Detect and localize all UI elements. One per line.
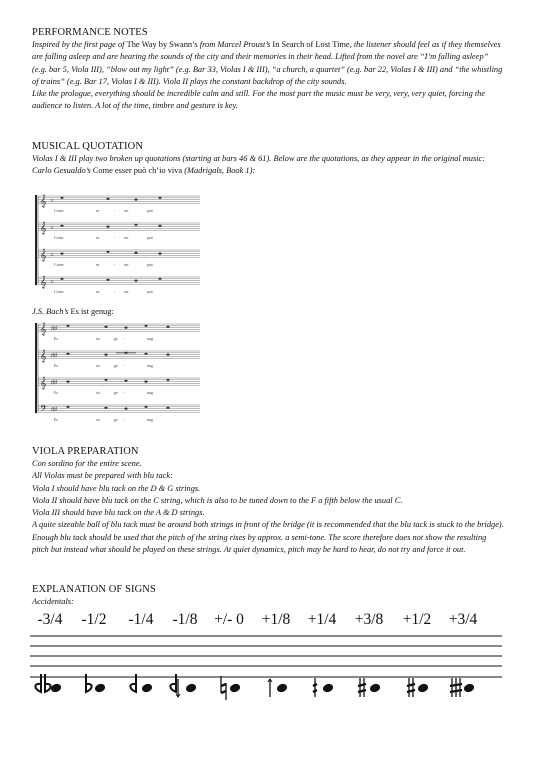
notehead	[66, 406, 69, 408]
notehead	[134, 252, 137, 254]
notehead	[417, 683, 429, 694]
explanation-section	[32, 584, 504, 608]
lyric-syllable: nug	[147, 363, 153, 369]
notehead	[104, 354, 107, 356]
natural-icon	[221, 676, 226, 700]
notehead	[124, 327, 127, 329]
notehead	[158, 278, 161, 280]
treble-clef-icon: 𝄞	[40, 323, 47, 336]
gesualdo-score	[32, 192, 204, 302]
lyric-syllable: -	[124, 363, 126, 369]
lyric-syllable: Come	[54, 208, 64, 214]
viola-prep-line-2: All Violas must be prepared with blu tack:	[32, 471, 173, 481]
notehead	[463, 683, 475, 694]
accidental-label: +1/4	[307, 611, 337, 628]
accidentals-subheading: Accidentals:	[32, 597, 74, 606]
notehead	[60, 225, 63, 227]
time-signature-icon: c	[51, 198, 54, 205]
notehead	[141, 683, 153, 694]
notehead	[104, 326, 107, 328]
notehead	[106, 279, 109, 281]
viola-prep-line-3: Viola I should have blu tack on the D & G strings.	[32, 483, 201, 493]
lyric-syllable: ser	[124, 235, 129, 241]
gesualdo-source: (Madrigals, Book 1):	[182, 166, 256, 176]
notehead	[104, 379, 107, 381]
lyric-syllable: ist	[96, 390, 100, 396]
lyric-syllable: ser	[124, 289, 129, 295]
viola-prep-line-5: Viola III should have blu tack on the A & D strings.	[32, 508, 205, 518]
sharp-bar	[313, 684, 317, 686]
treble-clef-icon: 𝄞	[40, 249, 47, 262]
bach-title: Es ist genug	[70, 307, 112, 316]
accidental-label: -1/4	[128, 611, 154, 628]
notehead	[144, 325, 147, 327]
viola-prep-line-4: Viola II should have blu tack on the C string, which is also to be tuned down to the F a fifth below the usual C.	[32, 495, 403, 505]
lyric-syllable: può	[147, 235, 153, 241]
notehead	[166, 326, 169, 328]
treble-clef-icon: 𝄞	[40, 276, 47, 289]
accidental-label: +3/4	[448, 611, 478, 628]
time-signature-icon: c	[51, 252, 54, 259]
treble-clef-icon: 𝄞	[40, 377, 47, 390]
accidental-label: +/- 0	[214, 611, 244, 628]
notehead	[166, 407, 169, 409]
bach-caption	[32, 306, 504, 318]
accidental-label: -1/8	[172, 611, 198, 628]
notehead	[124, 380, 127, 382]
notehead	[158, 225, 161, 227]
notehead	[276, 683, 288, 694]
notehead	[185, 683, 197, 694]
sharp-bar	[358, 684, 366, 686]
treble-clef-icon: 𝄞	[40, 222, 47, 235]
notehead	[124, 408, 127, 410]
lyric-syllable: ser	[124, 208, 129, 214]
notehead	[106, 226, 109, 228]
notehead	[144, 353, 147, 355]
three-eighth-sharp-icon	[358, 678, 366, 697]
lyric-syllable: es	[96, 289, 100, 295]
lyric-syllable: nug	[147, 336, 153, 342]
key-signature-icon: ♯♯	[51, 407, 57, 414]
notehead	[144, 381, 147, 383]
lyric-syllable: ser	[124, 262, 129, 268]
notehead	[66, 353, 69, 355]
lyric-syllable: Come	[54, 235, 64, 241]
notehead	[369, 683, 381, 694]
notehead	[322, 683, 334, 694]
viola-prep-line-1: Con sordino for the entire scene.	[32, 459, 142, 468]
sharp-icon	[407, 678, 415, 697]
lyric-syllable: -	[114, 262, 116, 268]
lyric-syllable: es	[96, 208, 100, 214]
lyric-syllable: es	[96, 262, 100, 268]
lyric-syllable: -	[114, 289, 116, 295]
bach-caption-wrap	[32, 306, 504, 318]
notehead	[60, 197, 63, 199]
time-signature-icon: c	[51, 225, 54, 232]
musical-quotation-heading: MUSICAL QUOTATION	[32, 141, 144, 152]
notehead	[106, 251, 109, 253]
viola-preparation-heading: VIOLA PREPARATION	[32, 446, 139, 457]
notehead	[94, 683, 106, 694]
accidentals-staff	[30, 636, 502, 677]
viola-prep-line-6: A quite sizeable ball of blu tack must be around both strings in front of the bridge (it is recommended that the blu tack is stuck to the bridge). Enough blu tack should be used that the pitch of the string rises by approx. a semi-tone. The score therefore does not show the resulting pitch but instead what should be played on these strings. At quiet dynamics, pitch may be hard to hear, do not try and force it out.	[32, 520, 504, 555]
lyric-syllable: ge	[114, 390, 118, 396]
lyric-syllable: Es	[54, 390, 58, 396]
lyric-syllable: Come	[54, 262, 64, 268]
sharp-bar	[407, 690, 415, 692]
treble-clef-icon: 𝄞	[40, 350, 47, 363]
lyric-syllable: Es	[54, 336, 58, 342]
lyric-syllable: Es	[54, 363, 58, 369]
lyric-syllable: -	[114, 208, 116, 214]
system-bracket	[35, 323, 37, 413]
lyric-syllable: -	[124, 336, 126, 342]
notehead	[166, 379, 169, 381]
key-signature-icon: ♯♯	[51, 353, 57, 360]
lyric-syllable: nug	[147, 417, 153, 423]
notehead	[134, 280, 137, 282]
gesualdo-caption	[32, 165, 504, 177]
lyric-syllable: ge	[114, 417, 118, 423]
notehead	[60, 253, 63, 255]
sharp-bar	[313, 690, 317, 692]
p1-part-a: Inspired by the first page of	[32, 40, 127, 49]
three-quarter-sharp-icon	[450, 678, 462, 697]
lyric-syllable: nug	[147, 390, 153, 396]
quarter-sharp-icon	[313, 678, 317, 697]
accidental-label: +3/8	[354, 611, 384, 628]
p1-part-e: the listener should feel as if they themselves are falling asleep and are hearing the sounds of the city and their memories in their head. Lifted from the novel are “I’m falling asleep” (e.g. bar 5, Viola III), “blow out my light” (e.g. Bar 33, Violas I & III), “a church, a quartet” (e.g. bar 22, Violas I & III) and “the whistling of trains” (e.g. Bar 17, Violas I & III). Viola II plays the constant backdrop of the city sounds.	[32, 40, 503, 86]
lyric-syllable: es	[96, 235, 100, 241]
bach-colon: :	[111, 307, 115, 316]
natural-bar	[221, 684, 226, 686]
eighth-sharp-icon	[268, 679, 272, 697]
quotation-intro: Violas I & III play two broken up quotations (starting at bars 46 & 61). Below are the quotations, as they appear in the original music:	[32, 154, 486, 163]
performance-notes-heading: PERFORMANCE NOTES	[32, 27, 148, 38]
lyric-syllable: ist	[96, 363, 100, 369]
lyric-syllable: ge	[114, 336, 118, 342]
bach-composer: J.S. Bach’s	[32, 307, 71, 316]
system-bracket	[35, 195, 37, 285]
book-title-lost-time: In Search of Lost Time,	[272, 40, 352, 49]
sharp-bar	[358, 690, 366, 692]
lyric-syllable: ge	[114, 363, 118, 369]
lyric-syllable: ist	[96, 417, 100, 423]
performance-notes-section	[32, 27, 504, 113]
bass-clef-icon: 𝄢	[40, 404, 48, 417]
lyric-syllable: può	[147, 262, 153, 268]
p1-part-c: from Marcel Proust’s	[197, 40, 273, 49]
notehead	[106, 198, 109, 200]
lyric-syllable: ist	[96, 336, 100, 342]
notehead	[50, 683, 62, 694]
bach-score	[32, 320, 204, 432]
notehead	[134, 224, 137, 226]
key-signature-icon: ♯♯	[51, 326, 57, 333]
notehead	[158, 253, 161, 255]
lyric-syllable: Come	[54, 289, 64, 295]
lyric-syllable: -	[124, 390, 126, 396]
notehead	[104, 407, 107, 409]
musical-quotation-section	[32, 141, 504, 178]
notehead	[66, 325, 69, 327]
gesualdo-title: Come esser può ch’io viva	[92, 166, 183, 176]
lyric-syllable: -	[114, 235, 116, 241]
notehead	[144, 406, 147, 408]
natural-bar	[221, 691, 226, 693]
lyric-syllable: -	[124, 417, 126, 423]
accidental-label: -3/4	[37, 611, 63, 628]
lyric-syllable: Es	[54, 417, 58, 423]
gesualdo-composer: Carlo Gesualdo’s	[32, 166, 93, 176]
accidental-label: +1/8	[261, 611, 291, 628]
notehead	[134, 199, 137, 201]
lyric-syllable: può	[147, 289, 153, 295]
time-signature-icon: c	[51, 279, 54, 286]
accidental-label: +1/2	[402, 611, 432, 628]
accidentals-chart	[30, 608, 505, 710]
notehead	[66, 381, 69, 383]
notehead	[60, 278, 63, 280]
book-title-swann: The Way by Swann’s	[126, 40, 198, 49]
notehead	[229, 683, 241, 694]
notehead	[166, 354, 169, 356]
viola-preparation-section	[32, 446, 504, 556]
key-signature-icon: ♯♯	[51, 380, 57, 387]
performance-notes-paragraph-2: Like the prologue, everything should be incredible calm and still. For the most part the music must be very, very, very quiet, forcing the audience to listen. A lot of the time, timbre and gesture is key.	[32, 89, 486, 111]
explanation-heading: EXPLANATION OF SIGNS	[32, 584, 156, 595]
accidental-label: -1/2	[81, 611, 107, 628]
lyric-syllable: può	[147, 208, 153, 214]
sharp-bar	[407, 684, 415, 686]
performance-notes-paragraph-1	[32, 39, 504, 88]
notehead	[158, 197, 161, 199]
treble-clef-icon: 𝄞	[40, 195, 47, 208]
